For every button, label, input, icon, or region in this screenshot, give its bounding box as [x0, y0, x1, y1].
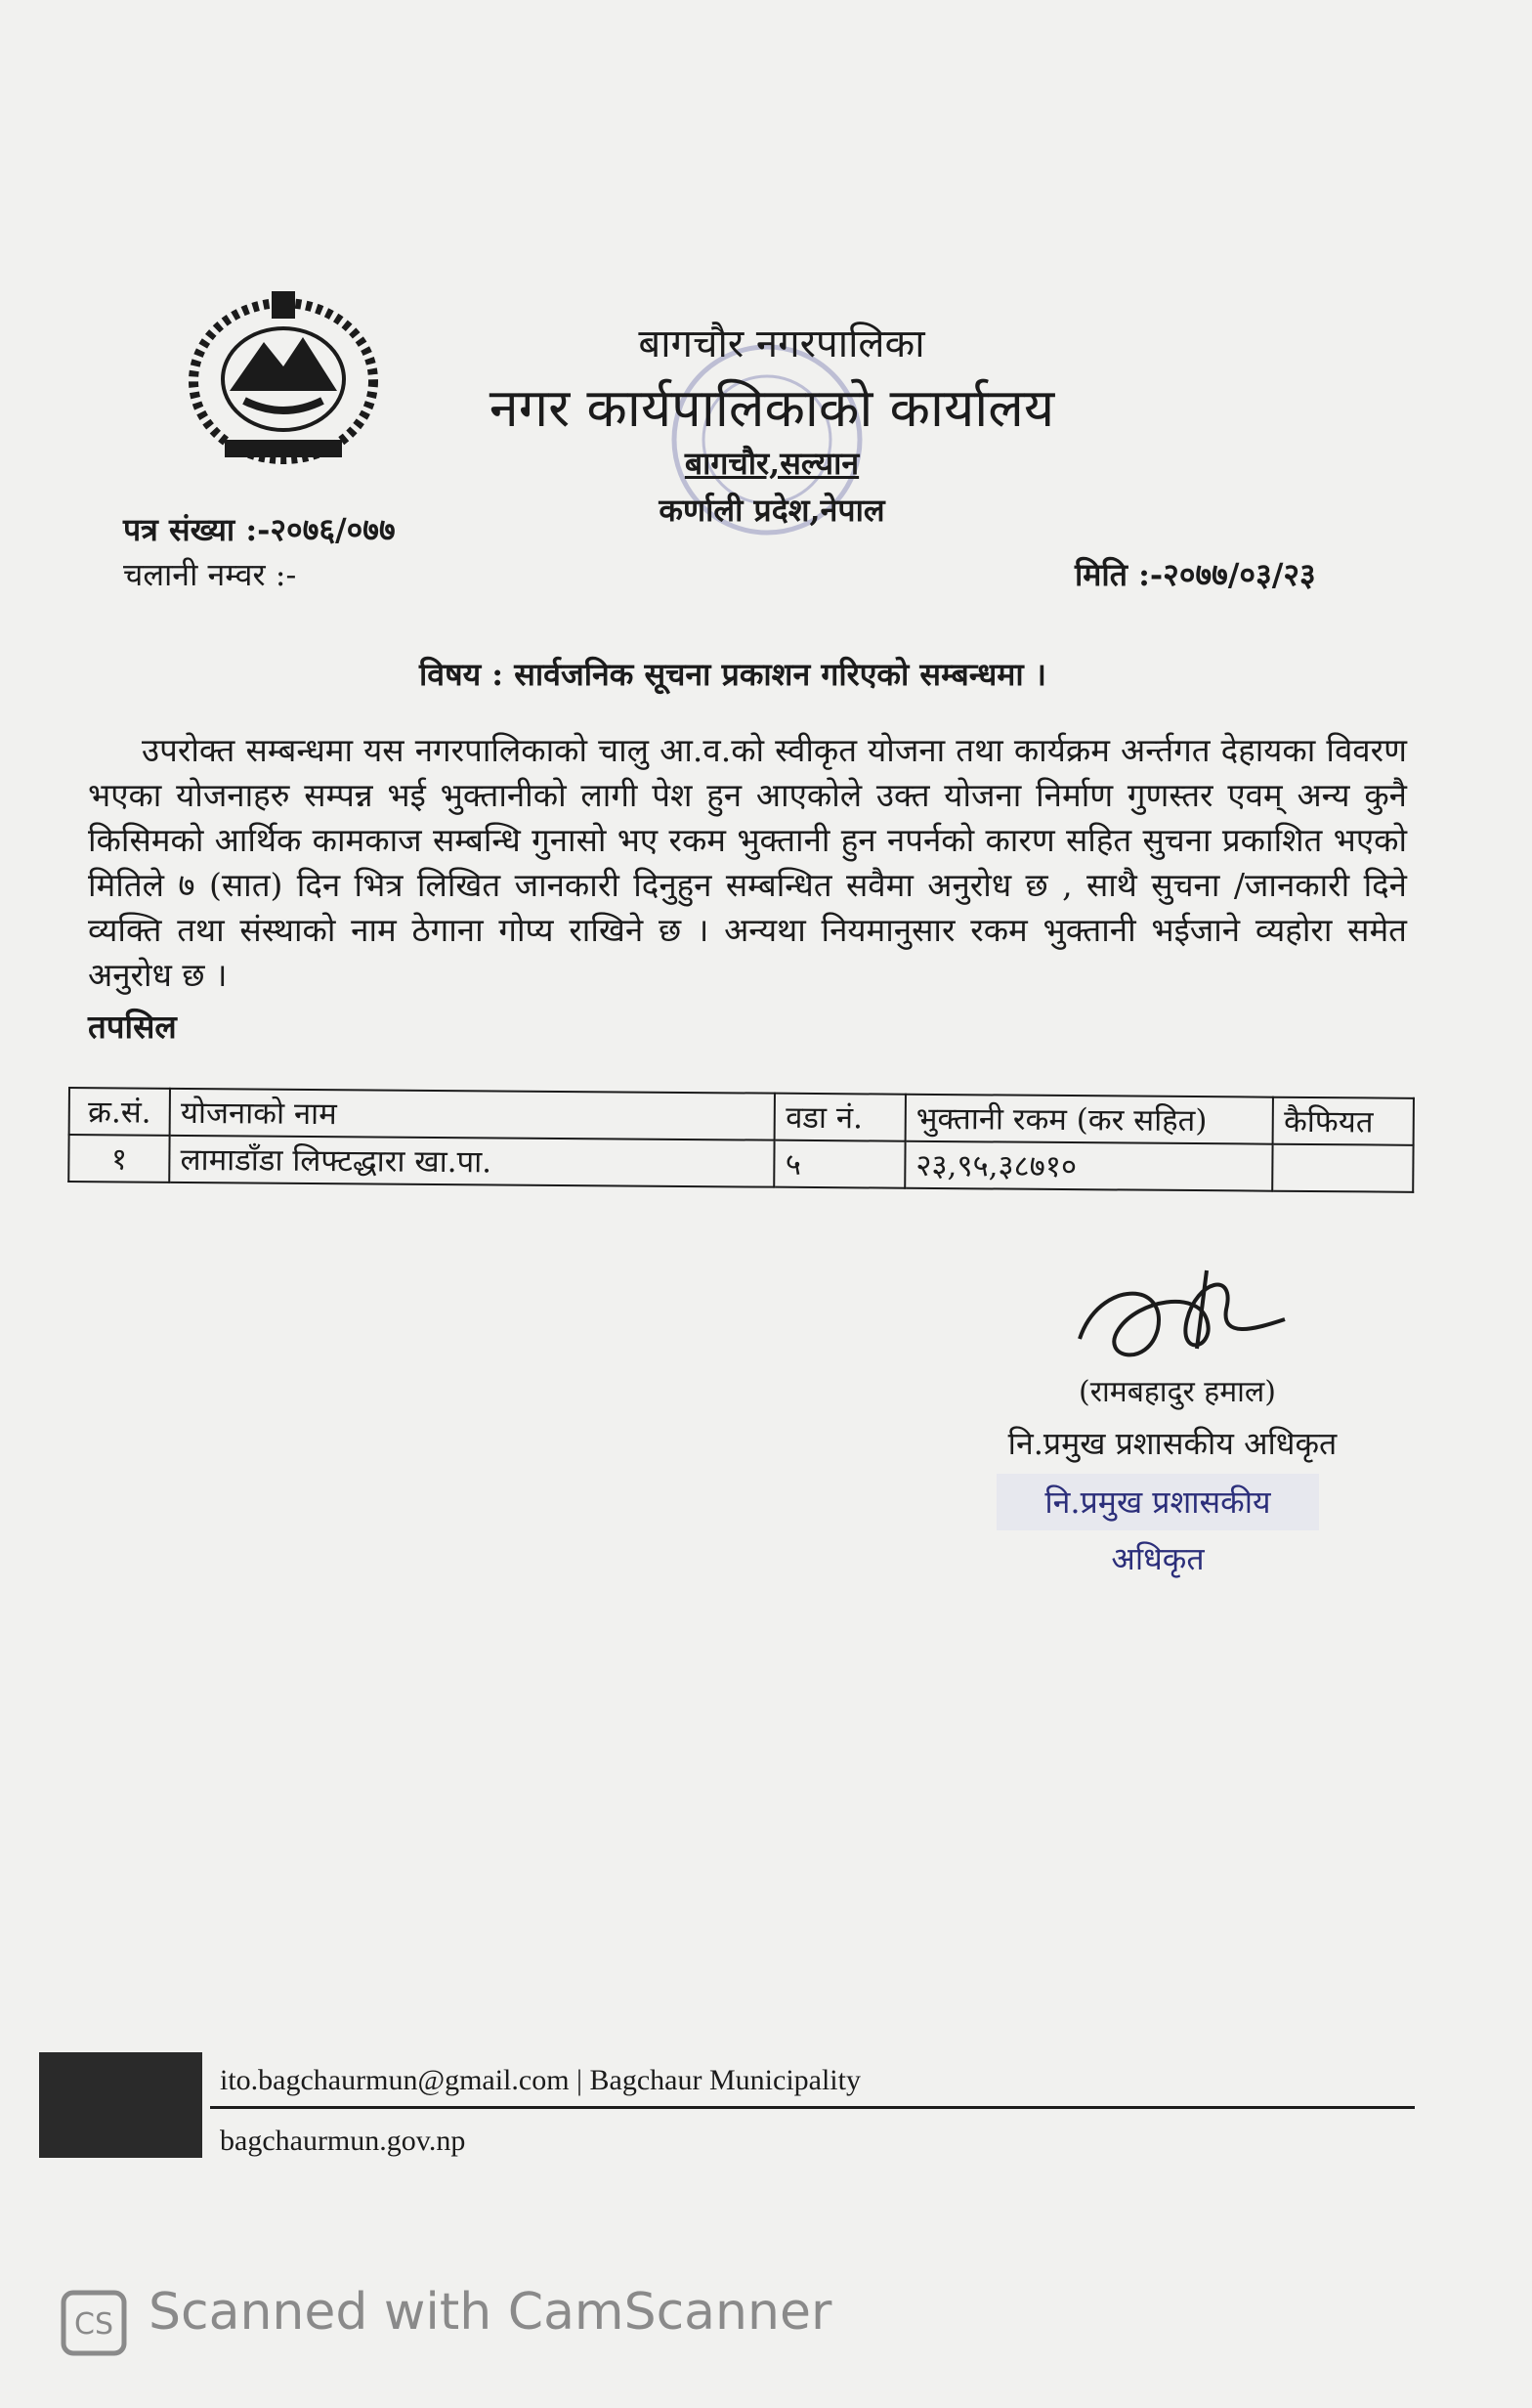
- municipality-name: बागचौर नगरपालिका: [638, 322, 925, 366]
- office-place: बागचौर,सल्यान: [684, 445, 860, 482]
- camscanner-badge-text: CS: [74, 2307, 113, 2342]
- designation-stamp: नि.प्रमुख प्रशासकीय अधिकृत: [997, 1474, 1319, 1530]
- cell-project-name: लामाडाँडा लिफ्टद्धारा खा.पा.: [169, 1136, 775, 1187]
- signer-name: (रामबहादुर हमाल): [1079, 1375, 1276, 1409]
- office-province: कर्णाली प्रदेश,नेपाल: [659, 492, 885, 529]
- payment-table: [67, 1087, 1415, 1193]
- cell-serial: १: [68, 1135, 170, 1182]
- notice-body: उपरोक्त सम्बन्धमा यस नगरपालिकाको चालु आ.व.को स्वीकृत योजना तथा कार्यक्रम अर्न्तगत देहायका विवरण भएका योजनाहरु सम्पन्न भई भुक्तानीको लागी पेश हुन आएकोले उक्त योजना निर्माण गुणस्तर एवम् अन्य कुनै किसिमको आर्थिक कामकाज सम्बन्धि गुनासो भए रकम भुक्तानी हुन नपर्नको कारण सहित सुचना प्रकाशित भएको मितिले ७ (सात) दिन भित्र लिखित जानकारी दिनुहुन सम्बन्धित सवैमा अनुरोध छ , साथै सुचना /जानकारी दिने व्यक्ति तथा संस्थाको नाम ठेगाना गोप्य राखिने छ । अन्यथा नियमानुसार रकम भुक्तानी भईजाने व्यहोरा समेत अनुरोध छ ।: [88, 731, 1407, 994]
- table-row: [68, 1135, 1413, 1192]
- office-title: नगर कार्यपालिकाको कार्यालय: [489, 377, 1055, 439]
- dispatch-number: चलानी नम्वर :-: [123, 556, 297, 593]
- subject-line: विषय : सार्वजनिक सूचना प्रकाशन गरिएको सम्बन्धमा ।: [419, 656, 1046, 693]
- header-amount: भुक्तानी रकम (कर सहित): [906, 1095, 1274, 1144]
- reference-number: पत्र संख्या :-२०७६/०७७: [123, 511, 396, 548]
- scanner-watermark: Scanned with CamScanner: [149, 2283, 832, 2342]
- header-ward: वडा नं.: [775, 1094, 906, 1141]
- footer-website: bagchaurmun.gov.np: [220, 2125, 466, 2157]
- footer-email: ito.bagchaurmun@gmail.com | Bagchaur Municipality: [220, 2064, 861, 2096]
- header-remarks: कैफियत: [1273, 1097, 1414, 1145]
- cell-ward: ५: [775, 1140, 906, 1188]
- camscanner-logo-icon: [61, 2290, 127, 2356]
- header-project-name: योजनाको नाम: [170, 1089, 776, 1140]
- header-serial: क्र.सं.: [69, 1088, 171, 1136]
- footer-divider: [210, 2106, 1415, 2109]
- letter-date: मिति :-२०७७/०३/२३: [1075, 556, 1316, 593]
- cell-amount: २३,९५,३८७१०: [905, 1141, 1273, 1191]
- annex-label: तपसिल: [88, 1008, 177, 1046]
- signature-icon: [1060, 1261, 1304, 1378]
- nepal-emblem-icon: [186, 283, 381, 469]
- cell-remarks: [1272, 1144, 1413, 1192]
- signer-title: नि.प्रमुख प्रशासकीय अधिकृत: [1007, 1425, 1338, 1462]
- footer-qr-logo-icon: [39, 2052, 202, 2158]
